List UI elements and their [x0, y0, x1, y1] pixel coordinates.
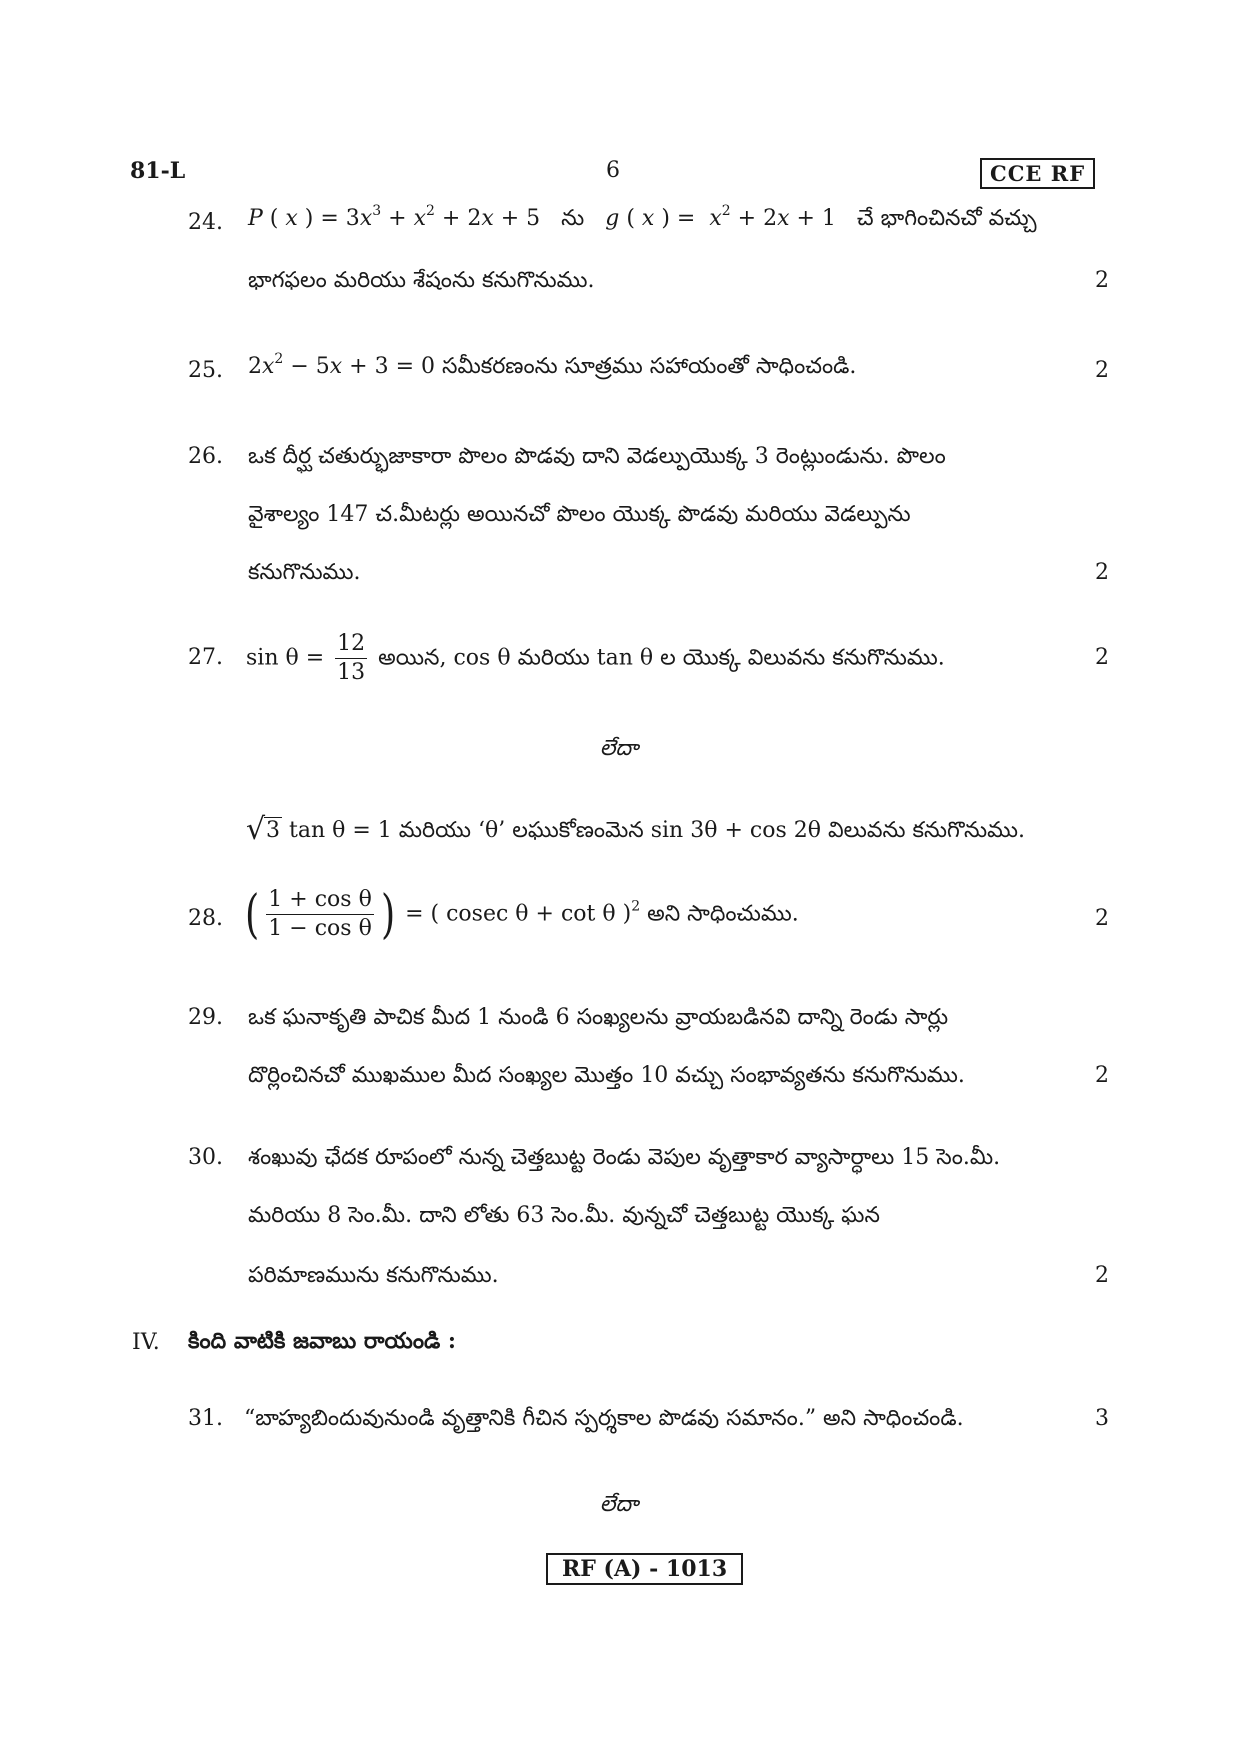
q28-line: ( $\frac{\text{1 + cos θ}}{\text{1 − cos θ}}$ ) = ( cosec θ + cot θ )$^2$ అని సాధించుము. — [245, 884, 799, 945]
q27-line: sin θ = $\frac{12}{13}$ అయిన, cos θ మరియు tan θ ల యొక్క విలువను కనుగొనుము. — [246, 631, 945, 685]
marks: 2 — [1095, 268, 1109, 293]
q24-tail: చే భాగించినచో వచ్చు — [856, 206, 1037, 231]
marks: 2 — [1095, 1063, 1109, 1088]
q26-line-1: ఒక దీర్ఘ చతుర్భుజాకారా పొలం పొడవు దాని వెడల్పుయొక్క 3 రెంట్లుండును. పొలం — [248, 444, 946, 469]
question-number: 30. — [188, 1145, 223, 1170]
q29-line-2: దొర్లించినచో ముఖముల మీద సంఖ్యల మొత్తం 10 వచ్చు సంభావ్యతను కనుగొనుము. — [248, 1063, 965, 1088]
question-number: 25. — [188, 358, 223, 383]
or-divider: లేదా — [599, 736, 639, 761]
q27-alt-line — [246, 812, 1025, 848]
section-number: IV. — [132, 1330, 160, 1355]
question-number: 27. — [188, 645, 223, 670]
marks: 2 — [1095, 645, 1109, 670]
q26-line-3: కనుగొనుము. — [248, 560, 361, 585]
marks: 2 — [1095, 560, 1109, 585]
q30-line-2: మరియు 8 సెం.మీ. దాని లోతు 63 సెం.మీ. వున్నచో చెత్తబుట్ట యొక్క ఘన — [248, 1203, 880, 1228]
q29-line-1: ఒక ఘనాకృతి పాచిక మీద 1 నుండి 6 సంఖ్యలను వ్రాయబడినవి దాన్ని రెండు సార్లు — [248, 1005, 949, 1030]
q24-polynomial-p: P — [248, 206, 263, 231]
question-number: 28. — [188, 906, 223, 931]
or-divider: లేదా — [599, 1492, 639, 1517]
marks: 2 — [1095, 906, 1109, 931]
q24-line-2: భాగఫలం మరియు శేషంను కనుగొనుము. — [248, 268, 595, 293]
q25-text: సమీకరణంను సూత్రము సహాయంతో సాధించండి. — [442, 354, 857, 379]
q28-fraction: $\frac{\text{1 + cos θ}}{\text{1 − cos θ}}$ — [268, 887, 372, 941]
sqrt-symbol: √ 3 — [246, 812, 280, 847]
q30-line-3: పరిమాణమును కనుగొనుము. — [248, 1263, 499, 1288]
q31-line: “బాహ్యబిందువునుండి వృత్తానికి గీచిన స్పర్శకాల పొడవు సమానం.” అని సాధించండి. — [244, 1406, 964, 1431]
q27-text: అయిన, cos θ మరియు tan θ ల యొక్క విలువను కనుగొనుము. — [378, 645, 945, 671]
question-number: 29. — [188, 1005, 223, 1030]
footer-code: RF (A) - 1013 — [546, 1553, 743, 1585]
marks: 2 — [1095, 1263, 1109, 1288]
q24-connector: ను — [561, 206, 585, 231]
q28-rhs: = ( cosec θ + cot θ ) — [405, 901, 632, 927]
q27-fraction: $\frac{12}{13}$ — [337, 631, 366, 685]
question-number: 31. — [188, 1406, 223, 1431]
page-number: 6 — [606, 158, 620, 183]
question-number: 26. — [188, 444, 223, 469]
question-number: 24. — [188, 210, 223, 235]
q27-alt-text: tan θ = 1 మరియు ‘θ’ లఘుకోణంమెన sin 3θ + cos 2θ విలువను కనుగొనుము. — [289, 818, 1025, 843]
marks: 3 — [1095, 1406, 1109, 1431]
q28-text: అని సాధించుము. — [647, 901, 799, 927]
section-title: కింది వాటికి జవాబు రాయండి : — [188, 1328, 457, 1354]
q30-line-1: శంఖువు ఛేదక రూపంలో నున్న చెత్తబుట్ట రెండు వెపుల వృత్తాకార వ్యాసార్ధాలు 15 సెం.మీ. — [248, 1145, 1001, 1170]
q26-line-2: వైశాల్యం 147 చ.మీటర్లు అయినచో పొలం యొక్క పొడవు మరియు వెడల్పును — [248, 502, 911, 527]
q24-line-1: P ( x ) = $3x^3 + x^2 + 2x + 5$ ను g ( x ) = $x^2 + 2x + 1$ చే భాగించినచో వచ్చు — [248, 203, 1037, 231]
paper-code: 81-L — [130, 158, 186, 184]
marks: 2 — [1095, 358, 1109, 383]
q25-line: $2x^2 - 5x + 3 = 0$ సమీకరణంను సూత్రము సహాయంతో సాధించండి. — [248, 351, 857, 379]
exam-box-label: CCE RF — [980, 158, 1095, 189]
